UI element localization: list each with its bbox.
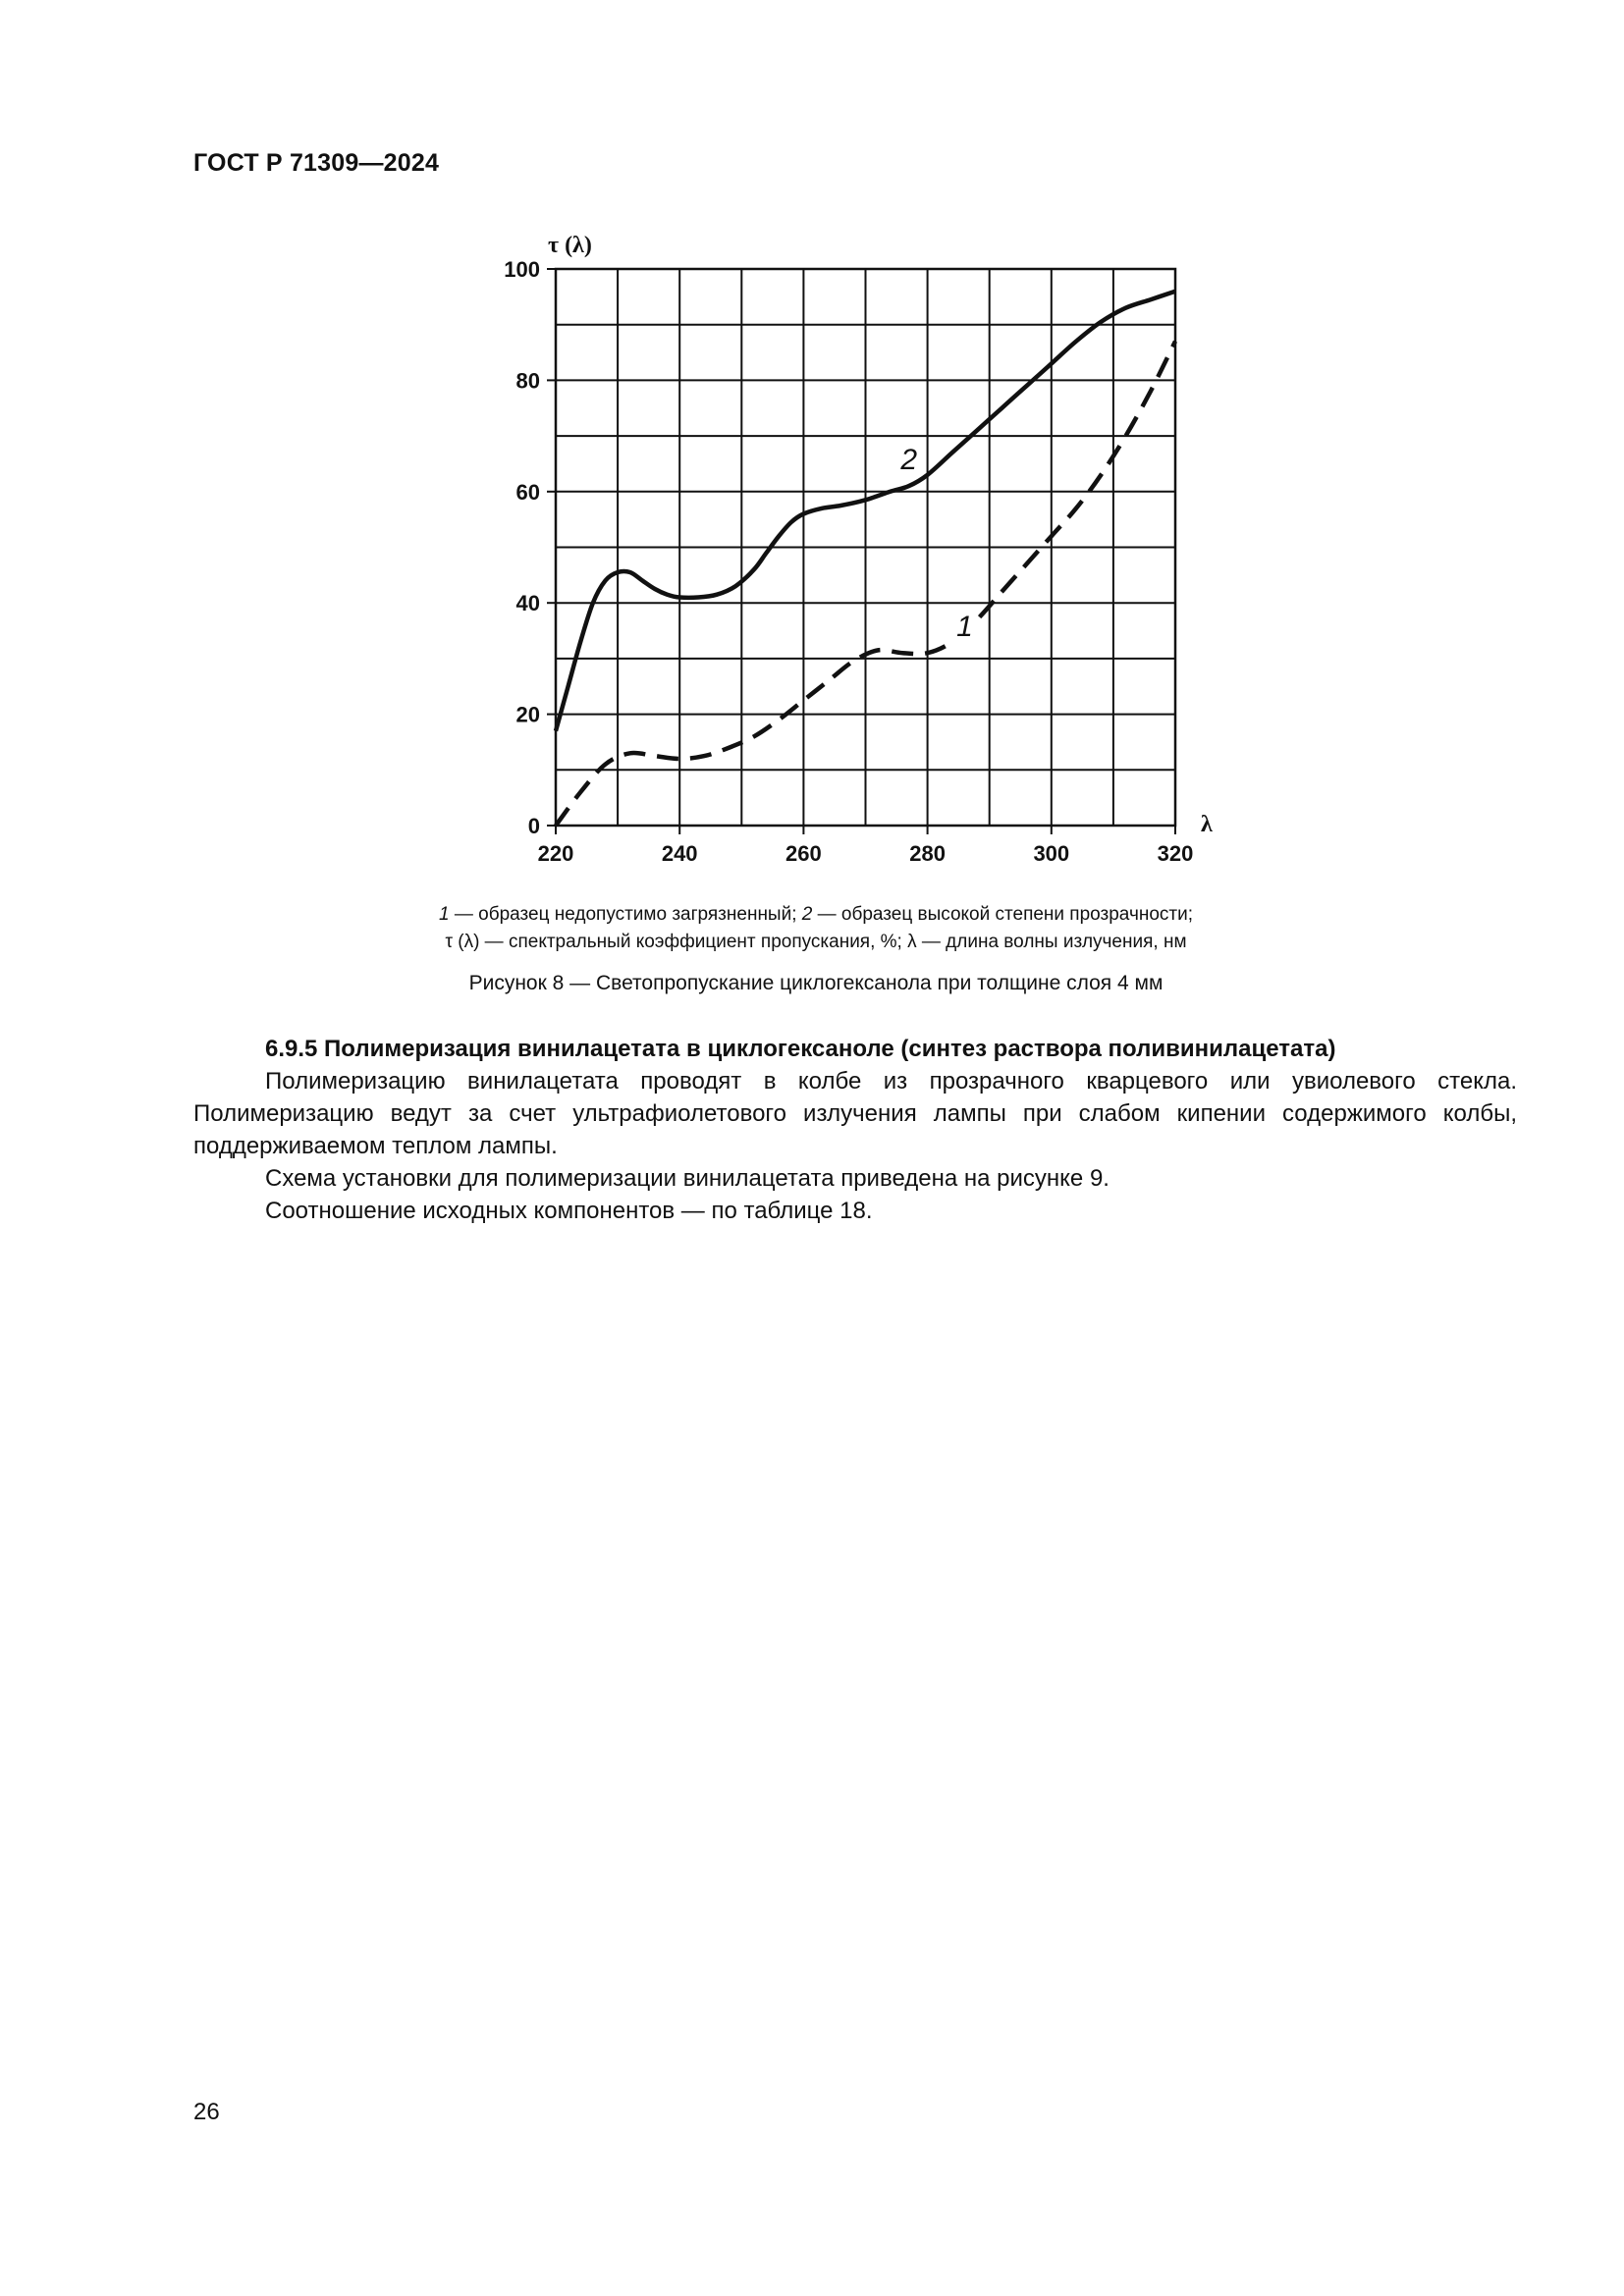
x-tick-label: 320 — [1157, 841, 1194, 866]
x-tick-label: 280 — [909, 841, 946, 866]
x-tick-label: 220 — [537, 841, 574, 866]
x-tick-label: 260 — [785, 841, 822, 866]
y-tick-label: 60 — [515, 479, 540, 505]
y-tick-label: 100 — [504, 257, 540, 282]
figure-legend-line-2: τ (λ) — спектральный коэффициент пропускания, %; λ — длина волны излучения, нм — [445, 932, 1187, 952]
x-tick-label: 240 — [661, 841, 698, 866]
paragraph: Соотношение исходных компонентов — по таблице 18. — [265, 1198, 873, 1224]
chart-grid — [556, 269, 1175, 826]
paragraph: Полимеризацию винилацетата проводят в колбе из прозрачного кварцевого или увиолевого стекла. Полимеризацию ведут за счет ультрафиолетового излучения лампы при слабом кипении содержимого колбы, поддерживаемом теплом лампы. — [193, 1068, 1517, 1159]
x-tick-label: 300 — [1033, 841, 1070, 866]
y-tick-label: 40 — [515, 591, 540, 616]
figure-caption: Рисунок 8 — Светопропускание циклогексанола при толщине слоя 4 мм — [468, 972, 1164, 994]
x-axis-label: λ — [1201, 812, 1213, 837]
y-tick-label: 0 — [527, 814, 540, 838]
page-number: 26 — [193, 2099, 220, 2125]
transmission-chart — [0, 0, 1624, 883]
y-tick-label: 20 — [515, 702, 540, 727]
y-axis-label: τ (λ) — [548, 233, 592, 258]
series-label-1: 1 — [956, 611, 973, 644]
document-header: ГОСТ Р 71309—2024 — [193, 149, 440, 177]
chart-ticks — [504, 257, 1193, 866]
figure-legend-line-1 — [295, 901, 1337, 929]
legend-text-1: — образец недопустимо загрязненный; — [449, 904, 802, 925]
section-heading: 6.9.5 Полимеризация винилацетата в циклогексаноле (синтез раствора поливинилацетата) — [265, 1036, 1336, 1062]
legend-number-2: 2 — [801, 904, 813, 925]
y-tick-label: 80 — [515, 368, 540, 394]
legend-text-2: — образец высокой степени прозрачности; — [812, 904, 1193, 925]
series-label-2: 2 — [900, 444, 918, 477]
section-body — [193, 1033, 1517, 1227]
legend-number-1: 1 — [439, 904, 450, 925]
paragraph: Схема установки для полимеризации винилацетата приведена на рисунке 9. — [265, 1165, 1110, 1192]
